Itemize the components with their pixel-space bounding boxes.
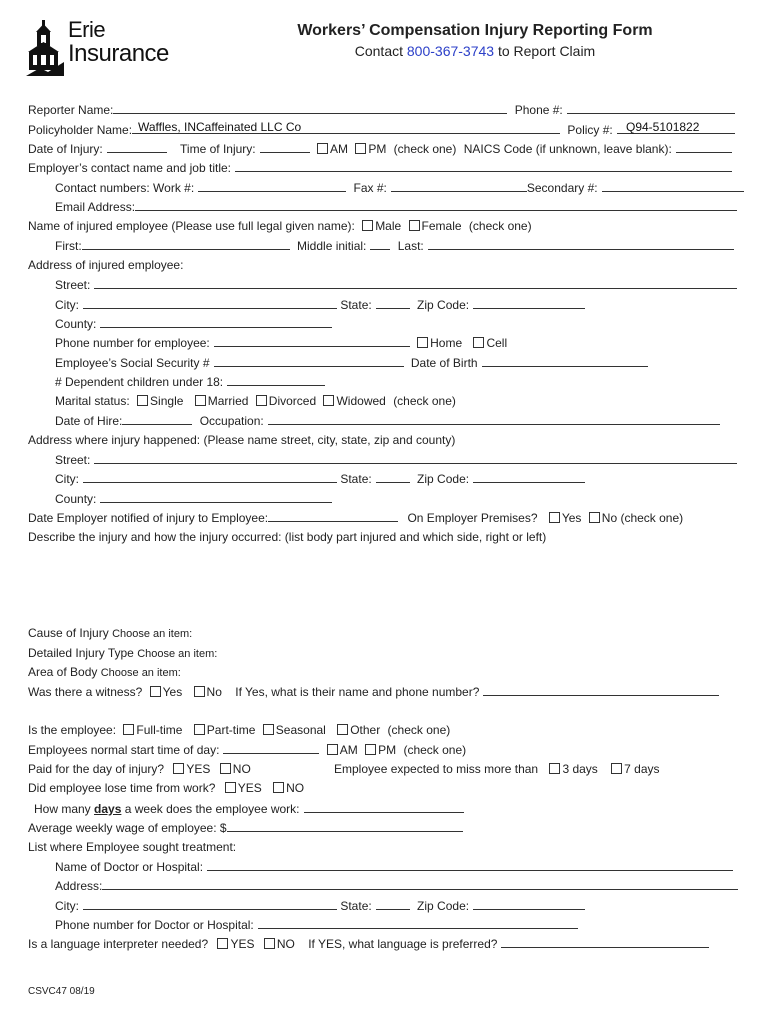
language-field[interactable] (501, 936, 709, 948)
ssn-row: Employee’s Social Security # Date of Birth (55, 355, 648, 370)
address-injured-heading: Address of injured employee: (28, 258, 184, 272)
logo-wordmark: Erie Insurance (68, 17, 169, 67)
divorced-checkbox[interactable] (256, 395, 267, 406)
doctor-state-field[interactable] (376, 898, 410, 910)
doctor-address-row: Address: (55, 878, 738, 893)
married-checkbox[interactable] (195, 395, 206, 406)
injury-county-row: County: (55, 491, 332, 506)
injured-name-row: Name of injured employee (Please use full legal given name): Male Female (check one) (28, 219, 532, 233)
lose-no-checkbox[interactable] (273, 782, 284, 793)
naics-field[interactable] (676, 141, 732, 153)
lose-time-row: Did employee lose time from work? YES NO (28, 781, 305, 795)
injury-street-row: Street: (55, 452, 737, 467)
name-parts-row: First: Middle initial: Last: (55, 238, 734, 253)
paid-no-checkbox[interactable] (220, 763, 231, 774)
middle-initial-field[interactable] (370, 238, 390, 250)
date-of-injury-row: Date of Injury: Time of Injury: AM PM (check one) NAICS Code (if unknown, leave blank): (28, 141, 732, 156)
form-subtitle: Contact 800-367-3743 to Report Claim (354, 43, 596, 59)
injury-county-field[interactable] (100, 491, 332, 503)
seasonal-checkbox[interactable] (263, 724, 274, 735)
reporter-name-field[interactable] (113, 102, 507, 114)
last-name-field[interactable] (428, 238, 734, 250)
area-row: Area of Body Choose an item: (28, 665, 181, 679)
work-number-field[interactable] (198, 180, 346, 192)
cause-select[interactable]: Choose an item: (112, 628, 193, 640)
erie-insurance-logo (26, 18, 176, 80)
building-icon (26, 18, 66, 76)
days-week-row: How many days a week does the employee work: (34, 801, 464, 816)
start-pm-checkbox[interactable] (365, 744, 376, 755)
cell-checkbox[interactable] (473, 337, 484, 348)
occupation-field[interactable] (268, 413, 720, 425)
reporter-phone-field[interactable] (567, 102, 735, 114)
male-checkbox[interactable] (362, 220, 373, 231)
describe-injury-textarea[interactable] (28, 546, 740, 620)
paid-row: Paid for the day of injury? YES NO (28, 762, 251, 776)
date-of-injury-field[interactable] (107, 141, 167, 153)
fulltime-checkbox[interactable] (123, 724, 134, 735)
interpreter-yes-checkbox[interactable] (217, 938, 228, 949)
employee-city-field[interactable] (83, 297, 337, 309)
hire-date-field[interactable] (122, 413, 192, 425)
injury-city-row: City: State: Zip Code: (55, 471, 585, 486)
hire-row: Date of Hire: Occupation: (55, 413, 720, 428)
premises-yes-checkbox[interactable] (549, 512, 560, 523)
policyholder-name-value: Waffles, INCaffeinated LLC Co (138, 120, 302, 134)
interpreter-row: Is a language interpreter needed? YES NO If YES, what language is preferred? (28, 936, 709, 951)
other-checkbox[interactable] (337, 724, 348, 735)
employer-contact-row: Employer’s contact name and job title: (28, 160, 732, 175)
am-checkbox[interactable] (317, 143, 328, 154)
parttime-checkbox[interactable] (194, 724, 205, 735)
form-title: Workers’ Compensation Injury Reporting Form (297, 22, 653, 39)
area-select[interactable]: Choose an item: (100, 667, 181, 679)
address-injury-heading: Address where injury happened: (Please name street, city, state, zip and county) (28, 433, 456, 447)
miss-row: Employee expected to miss more than 3 days 7 days (334, 762, 660, 776)
secondary-number-field[interactable] (602, 180, 744, 192)
female-checkbox[interactable] (409, 220, 420, 231)
employee-phone-row: Phone number for employee: Home Cell (55, 336, 508, 350)
doctor-address-field[interactable] (102, 878, 738, 890)
ssn-field[interactable] (214, 355, 404, 367)
pm-checkbox[interactable] (355, 143, 366, 154)
injury-state-field[interactable] (376, 471, 410, 483)
home-checkbox[interactable] (417, 337, 428, 348)
notified-row: Date Employer notified of injury to Employee: On Employer Premises? Yes No (check one) (28, 511, 684, 525)
employee-street-row: Street: (55, 277, 737, 292)
form-code: CSVC47 08/19 (28, 986, 95, 997)
employment-type-row: Is the employee: Full-time Part-time Seasonal Other (check one) (28, 723, 451, 737)
dependents-field[interactable] (227, 374, 325, 386)
employee-zip-field[interactable] (473, 297, 585, 309)
date-notified-field[interactable] (268, 510, 398, 522)
start-time-field[interactable] (223, 742, 319, 754)
injury-zip-field[interactable] (473, 471, 585, 483)
contact-numbers-row: Contact numbers: Work #: Fax #: Secondary #: (55, 180, 744, 195)
doctor-zip-field[interactable] (473, 898, 585, 910)
witness-no-checkbox[interactable] (194, 686, 205, 697)
marital-row: Marital status: Single Married Divorced Widowed (check one) (55, 394, 456, 408)
days-week-field[interactable] (304, 801, 464, 813)
doctor-phone-field[interactable] (258, 917, 578, 929)
employee-street-field[interactable] (94, 277, 737, 289)
single-checkbox[interactable] (137, 395, 148, 406)
witness-info-field[interactable] (483, 684, 719, 696)
dependents-row: # Dependent children under 18: (55, 374, 325, 389)
email-row: Email Address: (55, 199, 737, 214)
first-name-field[interactable] (82, 238, 290, 250)
paid-yes-checkbox[interactable] (173, 763, 184, 774)
doctor-row: Name of Doctor or Hospital: (55, 859, 733, 874)
lose-yes-checkbox[interactable] (225, 782, 236, 793)
miss-7days-checkbox[interactable] (611, 763, 622, 774)
reporter-name-row: Reporter Name: Phone #: (28, 102, 735, 117)
interpreter-no-checkbox[interactable] (264, 938, 275, 949)
describe-heading: Describe the injury and how the injury occurred: (list body part injured and which side, right or left) (28, 530, 547, 544)
employee-phone-field[interactable] (214, 335, 410, 347)
detailed-type-select[interactable]: Choose an item: (137, 648, 218, 660)
wage-row: Average weekly wage of employee: $ (28, 820, 463, 835)
premises-no-checkbox[interactable] (589, 512, 600, 523)
email-field[interactable] (135, 199, 737, 211)
injury-street-field[interactable] (94, 452, 737, 464)
witness-row: Was there a witness? Yes No If Yes, what is their name and phone number? (28, 684, 719, 699)
start-am-checkbox[interactable] (327, 744, 338, 755)
doctor-city-row: City: State: Zip Code: (55, 898, 585, 913)
time-of-injury-field[interactable] (260, 141, 310, 153)
claim-phone-link[interactable]: 800-367-3743 (406, 43, 495, 59)
employee-county-field[interactable] (100, 316, 332, 328)
wage-field[interactable] (227, 820, 463, 832)
injury-city-field[interactable] (83, 471, 337, 483)
policyholder-row: Policyholder Name: Policy #: (28, 122, 735, 137)
detailed-row: Detailed Injury Type Choose an item: (28, 646, 218, 660)
employee-city-row: City: State: Zip Code: (55, 297, 585, 312)
employee-county-row: County: (55, 316, 332, 331)
treatment-heading: List where Employee sought treatment: (28, 840, 237, 854)
employee-state-field[interactable] (376, 297, 410, 309)
fax-field[interactable] (391, 180, 527, 192)
start-time-row: Employees normal start time of day: AM PM (check one) (28, 743, 467, 757)
doctor-city-field[interactable] (83, 898, 337, 910)
doctor-field[interactable] (207, 859, 733, 871)
dob-field[interactable] (482, 355, 648, 367)
witness-yes-checkbox[interactable] (150, 686, 161, 697)
employer-contact-field[interactable] (235, 160, 732, 172)
widowed-checkbox[interactable] (323, 395, 334, 406)
doctor-phone-row: Phone number for Doctor or Hospital: (55, 917, 578, 932)
cause-row: Cause of Injury Choose an item: (28, 626, 193, 640)
miss-3days-checkbox[interactable] (549, 763, 560, 774)
policy-number-value: Q94-5101822 (626, 120, 700, 134)
